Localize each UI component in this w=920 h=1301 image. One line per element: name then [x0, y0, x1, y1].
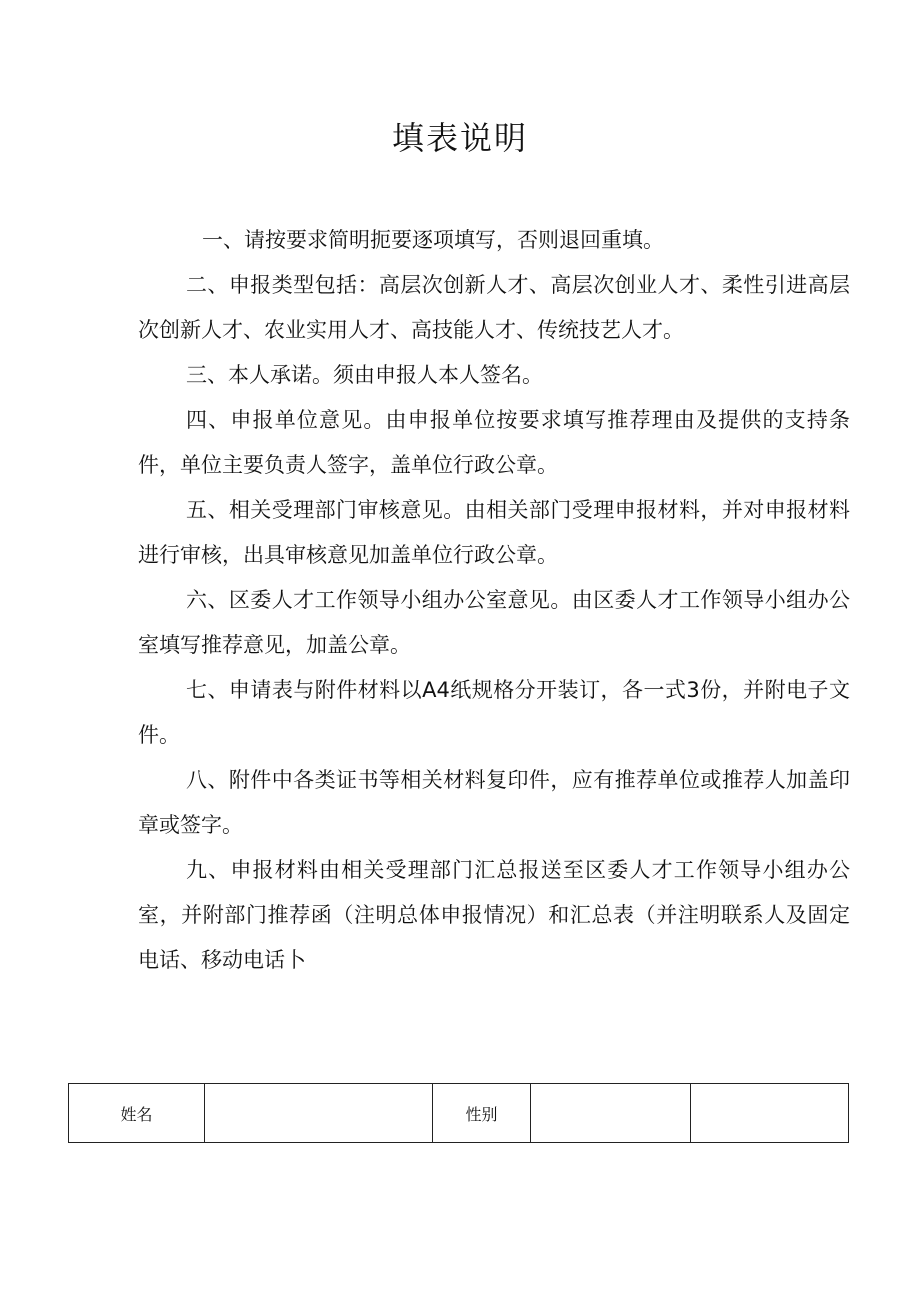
instruction-paragraph-9: 九、申报材料由相关受理部门汇总报送至区委人才工作领导小组办公室，并附部门推荐函（注明总体申报情况）和汇总表（并注明联系人及固定电话、移动电话卜	[138, 858, 850, 972]
instruction-paragraph-1: 一、请按要求简明扼要逐项填写，否则退回重填。	[202, 228, 664, 252]
page-title: 填表说明	[391, 119, 528, 157]
instruction-paragraph-2: 二、申报类型包括：高层次创新人才、高层次创业人才、柔性引进高层次创新人才、农业实用人才、高技能人才、传统技艺人才。	[138, 273, 850, 342]
applicant-info-table	[68, 1083, 849, 1143]
extra-value-cell[interactable]	[691, 1084, 849, 1143]
table-row	[69, 1084, 849, 1143]
gender-value-cell[interactable]	[531, 1084, 691, 1143]
instruction-paragraph-5: 五、相关受理部门审核意见。由相关部门受理申报材料，并对申报材料进行审核，出具审核意见加盖单位行政公章。	[138, 498, 850, 567]
instruction-paragraph-8: 八、附件中各类证书等相关材料复印件，应有推荐单位或推荐人加盖印章或签字。	[138, 768, 850, 837]
gender-label: 性别	[433, 1084, 531, 1143]
instruction-paragraph-3: 三、本人承诺。须由申报人本人签名。	[186, 363, 543, 387]
instructions-body	[138, 218, 850, 983]
name-value-cell[interactable]	[205, 1084, 433, 1143]
instruction-paragraph-4: 四、申报单位意见。由申报单位按要求填写推荐理由及提供的支持条件，单位主要负责人签字，盖单位行政公章。	[138, 408, 850, 477]
name-label: 姓名	[69, 1084, 205, 1143]
instruction-paragraph-7: 七、申请表与附件材料以A4纸规格分开装订，各一式3份，并附电子文件。	[138, 678, 850, 747]
instruction-paragraph-6: 六、区委人才工作领导小组办公室意见。由区委人才工作领导小组办公室填写推荐意见，加盖公章。	[138, 588, 850, 657]
